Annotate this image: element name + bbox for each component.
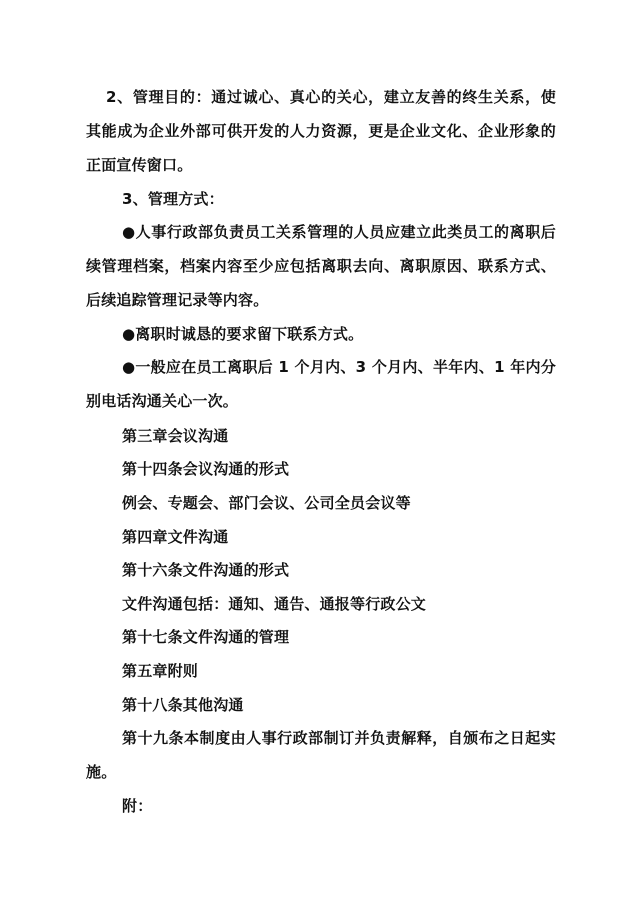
article-seventeen: 第十七条文件沟通的管理 [122,628,290,646]
chapter-four-heading: 第四章文件沟通 [122,528,229,546]
article-eighteen: 第十八条其他沟通 [122,696,244,714]
paragraph-archive-rule: ●人事行政部负责员工关系管理的人员应建立此类员工的离职后续管理档案，档案内容至少应包括离职去向、离职原因、联系方式、后续追踪管理记录等内容。 [86,223,556,309]
article-fourteen: 第十四条会议沟通的形式 [122,460,290,478]
meeting-types: 例会、专题会、部门会议、公司全员会议等 [122,494,411,512]
paragraph-contact-rule: ●离职时诚恳的要求留下联系方式。 [122,325,364,343]
chapter-five-heading: 第五章附则 [122,662,199,680]
appendix-label: 附： [122,797,153,815]
article-nineteen: 第十九条本制度由人事行政部制订并负责解释，自颁布之日起实施。 [86,729,556,781]
paragraph-management-method: 3、管理方式： [122,190,224,208]
article-sixteen: 第十六条文件沟通的形式 [122,561,290,579]
chapter-three-heading: 第三章会议沟通 [122,427,229,445]
paragraph-followup-rule: ●一般应在员工离职后 1 个月内、3 个月内、半年内、1 年内分别电话沟通关心一次。 [86,358,556,410]
document-types: 文件沟通包括：通知、通告、通报等行政公文 [122,595,427,613]
paragraph-management-purpose: 2、管理目的：通过诚心、真心的关心，建立友善的终生关系，使其能成为企业外部可供开发的人力资源，更是企业文化、企业形象的正面宣传窗口。 [86,88,556,174]
